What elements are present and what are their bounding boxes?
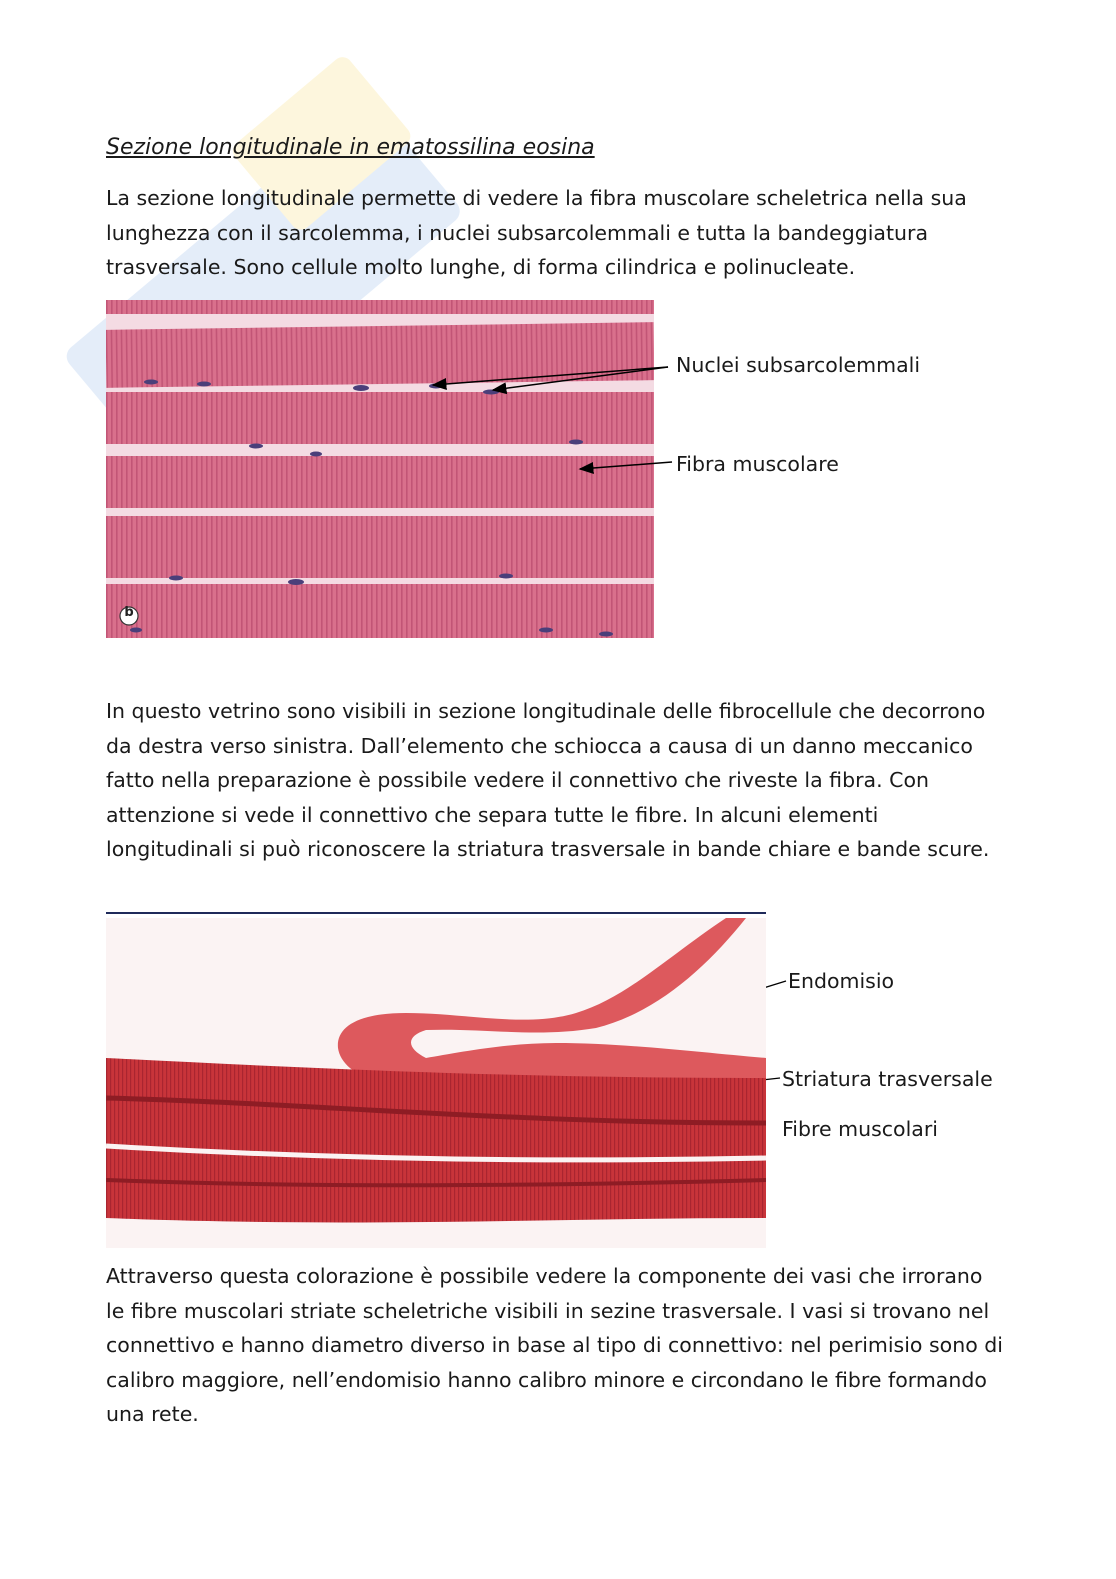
label-fibre-muscolari: Fibre muscolari <box>782 1117 938 1141</box>
paragraph-intro: La sezione longitudinale permette di vedere la fibra muscolare scheletrica nella sua lunghezza con il sarcolemma, i nuclei subsarcolemmali e tutta la bandeggiatura trasversale. Sono cellule molto lunghe, di forma cilindrica e polinucleate. <box>106 186 967 279</box>
paragraph-vasi: Attraverso questa colorazione è possibile vedere la componente dei vasi che irrorano le fibre muscolari striate scheletriche visibili in sezine trasversale. I vasi si trovano nel connettivo e hanno diametro diverso in base al tipo di connettivo: nel perimisio sono di calibro maggiore, nell’endomisio hanno calibro minore e circondano le fibre formando una rete. <box>106 1264 1003 1426</box>
label-fibra-muscolare: Fibra muscolare <box>676 452 839 476</box>
histology-image-fibers <box>106 918 766 1248</box>
panel-letter: b <box>124 605 134 620</box>
label-endomisio: Endomisio <box>788 969 895 993</box>
label-nuclei-subsarcolemmali: Nuclei subsarcolemmali <box>676 353 921 377</box>
divider-line <box>106 912 766 914</box>
section-heading: Sezione longitudinale in ematossilina eosina <box>106 135 595 160</box>
paragraph-fibrocellule: In questo vetrino sono visibili in sezione longitudinale delle fibrocellule che decorrono da destra verso sinistra. Dall’elemento che schiocca a causa di un danno meccanico fatto nella preparazione è possibile vedere il connettivo che riveste la fibra. Con attenzione si vede il connettivo che separa tutte le fibre. In alcuni elementi longitudinali si può riconoscere la striatura trasversale in bande chiare e bande scure. <box>106 699 990 861</box>
label-striatura-trasversale: Striatura trasversale <box>782 1067 993 1091</box>
